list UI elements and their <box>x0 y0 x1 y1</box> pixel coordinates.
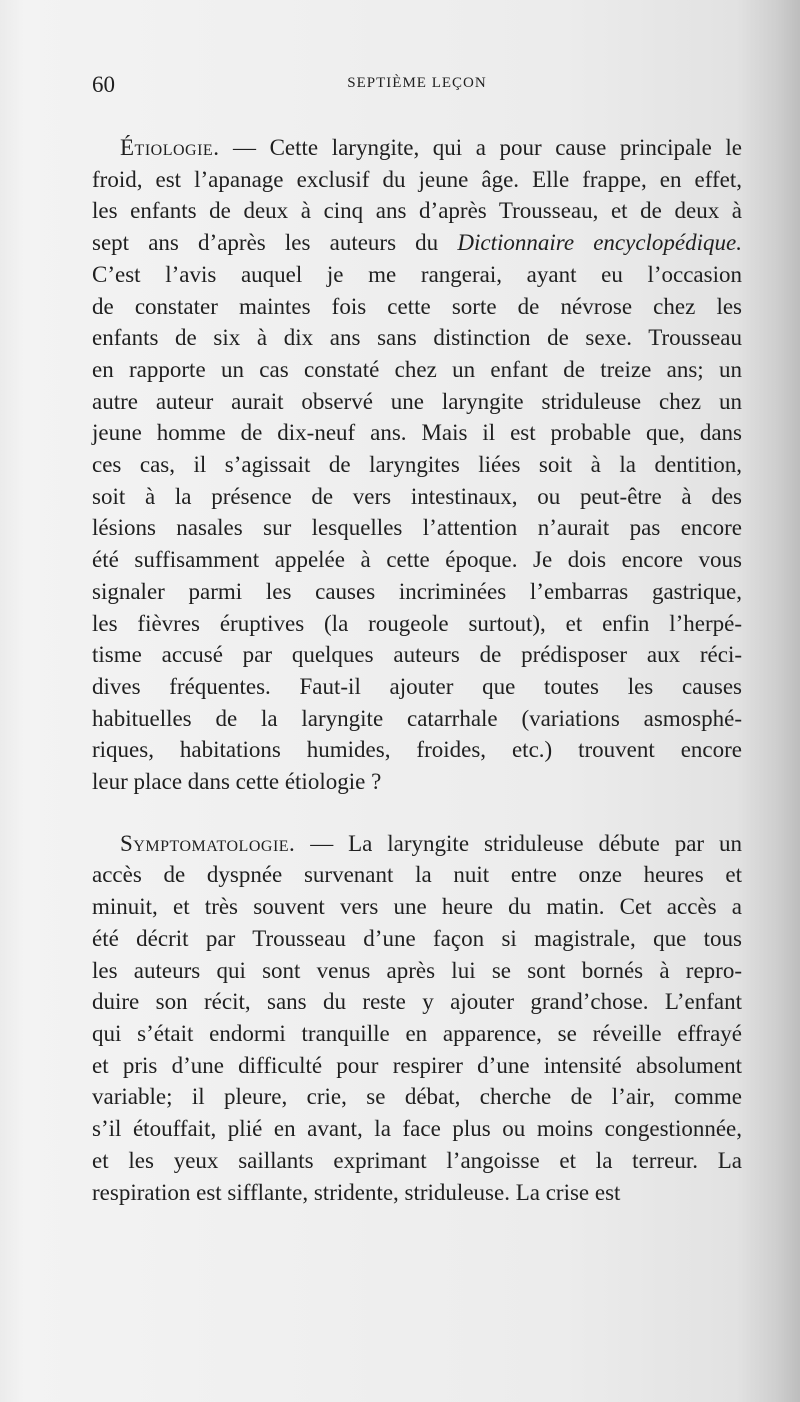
page-body <box>92 132 742 1208</box>
text-run: de constater maintes fois cette sorte de névrose chez les <box>92 293 742 319</box>
text-line <box>92 639 742 671</box>
section-heading: Étiologie. <box>120 135 220 160</box>
text-run: les fièvres éruptives (la rougeole surtout), et enfin l’herpé- <box>92 610 742 636</box>
text-run: accès de dyspnée survenant la nuit entre onze heures et <box>92 862 742 888</box>
text-run: été suffisamment appelée à cette époque. Je dois encore vous <box>92 547 742 573</box>
text-line <box>92 386 742 418</box>
text-run: qui s’était endormi tranquille en apparence, se réveille effrayé <box>92 1020 742 1046</box>
section-heading: Symptomatologie. <box>120 830 296 856</box>
text-run: — La laryngite striduleuse débute par un <box>295 830 742 856</box>
text-run: riques, habitations humides, froides, etc.) trouvent encore <box>92 737 742 763</box>
text-line <box>92 955 742 987</box>
running-head <box>92 72 742 106</box>
text-line <box>92 891 742 923</box>
text-run: tisme accusé par quelques auteurs de prédisposer aux réci- <box>92 642 742 668</box>
italic-title: Dictionnaire encyclopédique. <box>457 230 742 256</box>
running-title: SEPTIÈME LEÇON <box>347 75 487 91</box>
text-line <box>92 734 742 766</box>
text-line <box>92 1113 742 1145</box>
text-line <box>92 354 742 386</box>
text-line <box>92 259 742 291</box>
text-line <box>92 449 742 481</box>
text-run: s’il étouffait, plié en avant, la face plus ou moins congestionnée, <box>92 1116 742 1142</box>
text-run: en rapporte un cas constaté chez un enfant de treize ans; un <box>92 356 742 382</box>
paragraph-etiologie <box>92 132 742 798</box>
text-line <box>92 512 742 544</box>
text-line <box>92 608 742 640</box>
text-run: et les yeux saillants exprimant l’angoisse et la terreur. La <box>92 1147 742 1173</box>
text-run: lésions nasales sur lesquelles l’attention n’aurait pas encore <box>92 515 742 541</box>
text-line <box>92 195 742 227</box>
text-line <box>92 986 742 1018</box>
text-run: habituelles de la laryngite catarrhale (variations asmosphé- <box>92 705 742 731</box>
text-run: respiration est sifflante, stridente, striduleuse. La crise est <box>92 1179 621 1205</box>
text-line <box>92 1081 742 1113</box>
text-line <box>92 481 742 513</box>
text-run: et pris d’une difficulté pour respirer d’une intensité absolument <box>92 1052 742 1078</box>
text-run: soit à la présence de vers intestinaux, ou peut-être à des <box>92 483 742 509</box>
text-run: jeune homme de dix-neuf ans. Mais il est probable que, dans <box>92 420 742 446</box>
text-run: les enfants de deux à cinq ans d’après Trousseau, et de deux à <box>92 198 742 224</box>
text-line <box>92 322 742 354</box>
text-line <box>92 291 742 323</box>
text-run: duire son récit, sans du reste y ajouter grand’chose. L’enfant <box>92 989 742 1015</box>
text-line <box>92 1145 742 1177</box>
text-run: les auteurs qui sont venus après lui se sont bornés à repro- <box>92 957 742 983</box>
page-number: 60 <box>92 72 115 97</box>
text-run: — Cette laryngite, qui a pour cause principale le <box>219 135 742 160</box>
text-line <box>92 923 742 955</box>
text-line <box>92 544 742 576</box>
text-run: dives fréquentes. Faut-il ajouter que toutes les causes <box>92 673 742 699</box>
text-run: enfants de six à dix ans sans distinction de sexe. Trousseau <box>92 325 742 351</box>
text-run: leur place dans cette étiologie ? <box>92 769 382 795</box>
text-run: ces cas, il s’agissait de laryngites liées soit à la dentition, <box>92 452 742 478</box>
text-run: autre auteur aurait observé une laryngite striduleuse chez un <box>92 388 742 414</box>
text-line <box>92 417 742 449</box>
text-line <box>92 703 742 735</box>
text-line <box>92 766 742 798</box>
text-line <box>92 132 742 164</box>
text-run: été décrit par Trousseau d’une façon si magistrale, que tous <box>92 925 742 951</box>
text-line <box>92 859 742 891</box>
text-line <box>92 227 742 259</box>
text-line <box>92 164 742 196</box>
text-line <box>92 828 742 860</box>
text-line <box>92 576 742 608</box>
text-line <box>92 1050 742 1082</box>
text-line <box>92 1018 742 1050</box>
text-run: signaler parmi les causes incriminées l’embarras gastrique, <box>92 578 742 604</box>
text-run: sept ans d’après les auteurs du <box>92 230 458 256</box>
text-line <box>92 671 742 703</box>
text-run: froid, est l’apanage exclusif du jeune âge. Elle frappe, en effet, <box>92 166 742 192</box>
text-line <box>92 1177 742 1209</box>
text-run: C’est l’avis auquel je me rangerai, ayant eu l’occasion <box>92 261 742 287</box>
text-run: variable; il pleure, crie, se débat, cherche de l’air, comme <box>92 1084 742 1110</box>
text-run: minuit, et très souvent vers une heure du matin. Cet accès a <box>92 894 742 920</box>
paragraph-symptomatologie <box>92 828 742 1208</box>
